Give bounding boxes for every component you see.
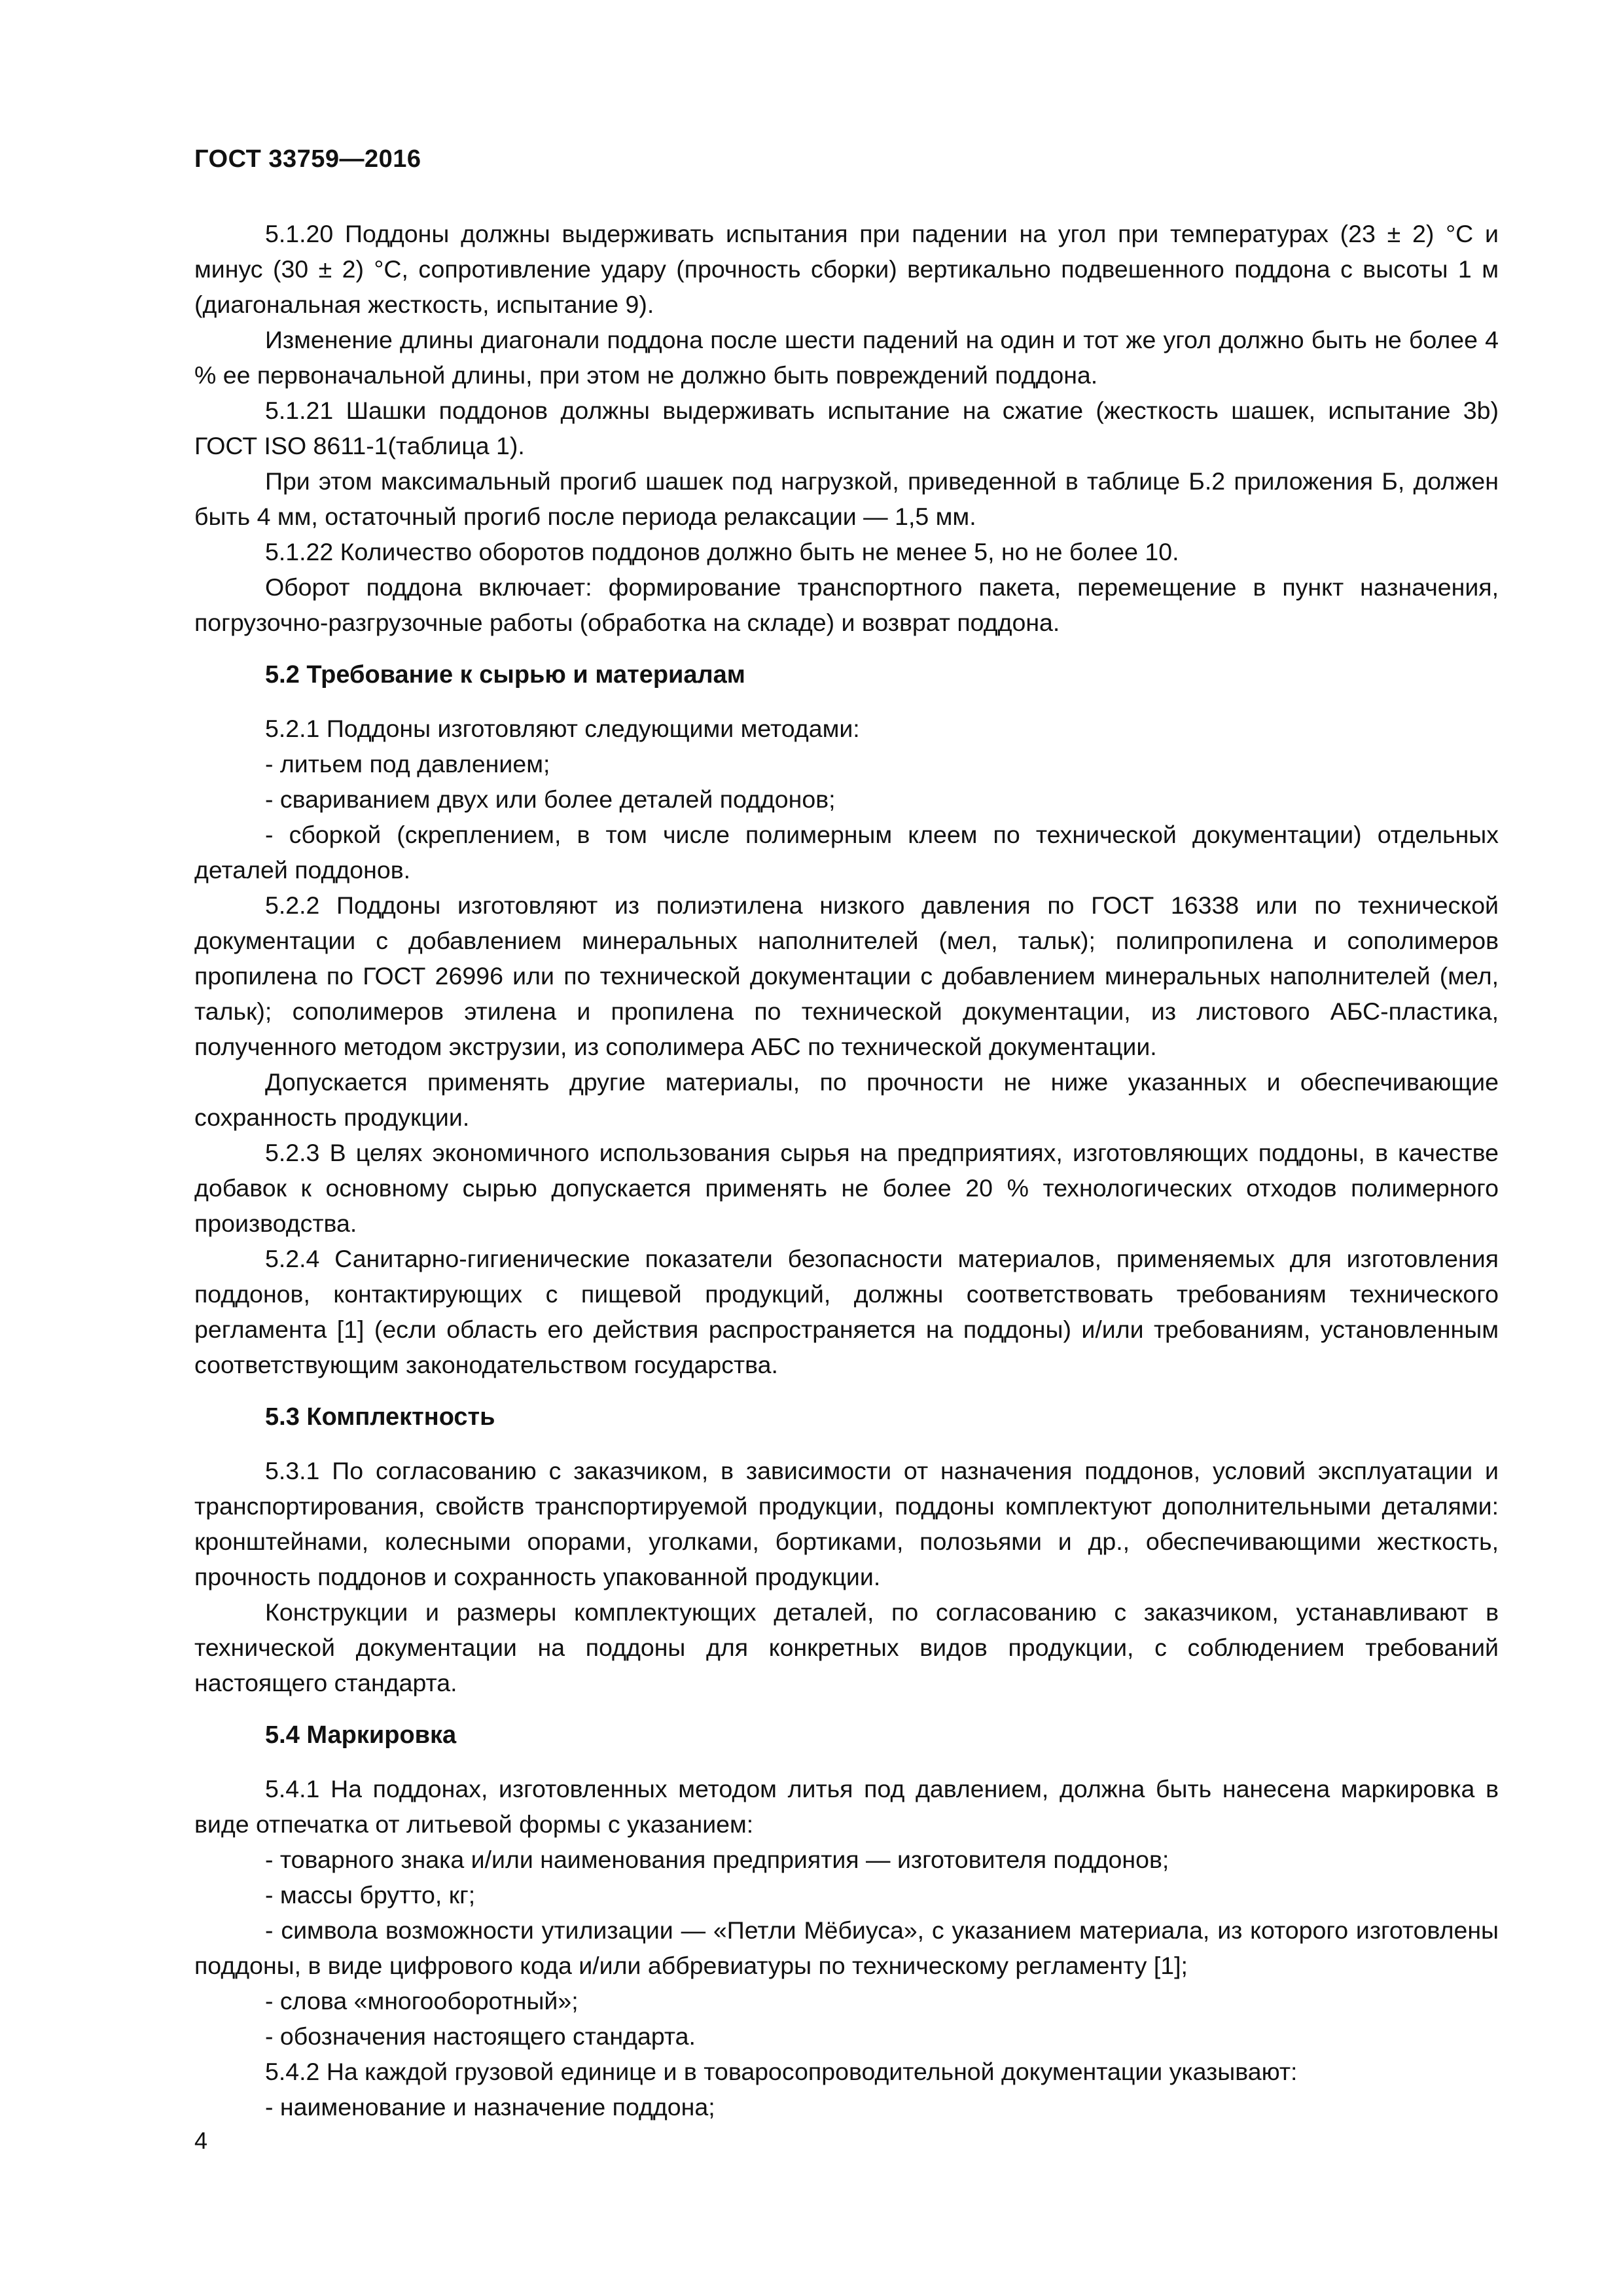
paragraph-5-2-3: 5.2.3 В целях экономичного использования сырья на предприятиях, изготовляющих поддоны, в качестве добавок к основному сырью допускается применять не более 20 % технологических отходов полимерного производства.: [194, 1139, 1499, 1237]
paragraph-5-1-22: 5.1.22 Количество оборотов поддонов должно быть не менее 5, но не более 10.: [265, 538, 1179, 565]
list-item-trademark: - товарного знака и/или наименования предприятия — изготовителя поддонов;: [265, 1846, 1169, 1873]
document-body: [194, 216, 1499, 2125]
document-code-header: ГОСТ 33759—2016: [194, 145, 421, 173]
paragraph-5-1-21: 5.1.21 Шашки поддонов должны выдерживать испытание на сжатие (жесткость шашек, испытание 3b) ГОСТ ISO 8611-1(таблица 1).: [194, 397, 1499, 459]
list-item-recycling-symbol: - символа возможности утилизации — «Петли Мёбиуса», с указанием материала, из которого изготовлены поддоны, в виде цифрового кода и/или аббревиатуры по техническому регламенту [1];: [194, 1916, 1499, 1979]
list-item-standard-designation: - обозначения настоящего стандарта.: [265, 2022, 696, 2050]
paragraph-5-2-1: 5.2.1 Поддоны изготовляют следующими методами:: [265, 715, 860, 742]
list-item-pallet-name: - наименование и назначение поддона;: [265, 2093, 715, 2121]
paragraph-components-design: Конструкции и размеры комплектующих деталей, по согласованию с заказчиком, устанавливают в технической документации на поддоны для конкретных видов продукции, с соблюдением требований настоящего стандарта.: [194, 1598, 1499, 1696]
list-item-reusable-word: - слова «многооборотный»;: [265, 1987, 579, 2015]
paragraph-5-4-2: 5.4.2 На каждой грузовой единице и в товаросопроводительной документации указывают:: [265, 2058, 1298, 2085]
list-item-assembly: - сборкой (скреплением, в том числе полимерным клеем по технической документации) отдельных деталей поддонов.: [194, 821, 1499, 884]
section-heading-5-4: 5.4 Маркировка: [265, 1721, 457, 1749]
list-item-injection: - литьем под давлением;: [265, 750, 550, 778]
page-number: 4: [194, 2127, 208, 2154]
paragraph-pallet-turnover: Оборот поддона включает: формирование транспортного пакета, перемещение в пункт назначения, погрузочно-разгрузочные работы (обработка на складе) и возврат поддона.: [194, 573, 1499, 636]
paragraph-5-1-20: 5.1.20 Поддоны должны выдерживать испытания при падении на угол при температурах (23 ± 2) °С и минус (30 ± 2) °С, сопротивление удару (прочность сборки) вертикально подвешенного поддона с высоты 1 м (диагональная жесткость, испытание 9).: [194, 220, 1499, 318]
paragraph-5-4-1: 5.4.1 На поддонах, изготовленных методом литья под давлением, должна быть нанесена маркировка в виде отпечатка от литьевой формы с указанием:: [194, 1775, 1499, 1838]
section-heading-5-2: 5.2 Требование к сырью и материалам: [265, 661, 745, 689]
list-item-gross-mass: - массы брутто, кг;: [265, 1881, 476, 1909]
section-heading-5-3: 5.3 Комплектность: [265, 1403, 495, 1431]
paragraph-deflection: При этом максимальный прогиб шашек под нагрузкой, приведенной в таблице Б.2 приложения Б, должен быть 4 мм, остаточный прогиб после периода релаксации — 1,5 мм.: [194, 467, 1499, 530]
paragraph-diagonal-change: Изменение длины диагонали поддона после шести падений на один и тот же угол должно быть не более 4 % ее первоначальной длины, при этом не должно быть повреждений поддона.: [194, 326, 1499, 389]
paragraph-5-2-2: 5.2.2 Поддоны изготовляют из полиэтилена низкого давления по ГОСТ 16338 или по технической документации с добавлением минеральных наполнителей (мел, тальк); полипропилена и сополимеров пропилена по ГОСТ 26996 или по технической документации с добавлением минеральных наполнителей (мел, тальк); сополимеров этилена и пропилена по технической документации, из листового АБС-пластика, полученного методом экструзии, из сополимера АБС по технической документации.: [194, 891, 1499, 1060]
paragraph-5-3-1: 5.3.1 По согласованию с заказчиком, в зависимости от назначения поддонов, условий эксплуатации и транспортирования, свойств транспортируемой продукции, поддоны комплектуют дополнительными деталями: кронштейнами, колесными опорами, уголками, бортиками, полозьями и др., обеспечивающими жесткость, прочность поддонов и сохранность упакованной продукции.: [194, 1457, 1499, 1590]
paragraph-5-2-4: 5.2.4 Санитарно-гигиенические показатели безопасности материалов, применяемых для изготовления поддонов, контактирующих с пищевой продукций, должны соответствовать требованиям технического регламента [1] (если область его действия распространяется на поддоны) и/или требованиям, установленным соответствующим законодательством государства.: [194, 1245, 1499, 1378]
paragraph-other-materials: Допускается применять другие материалы, по прочности не ниже указанных и обеспечивающие сохранность продукции.: [194, 1068, 1499, 1131]
list-item-welding: - свариванием двух или более деталей поддонов;: [265, 785, 836, 813]
